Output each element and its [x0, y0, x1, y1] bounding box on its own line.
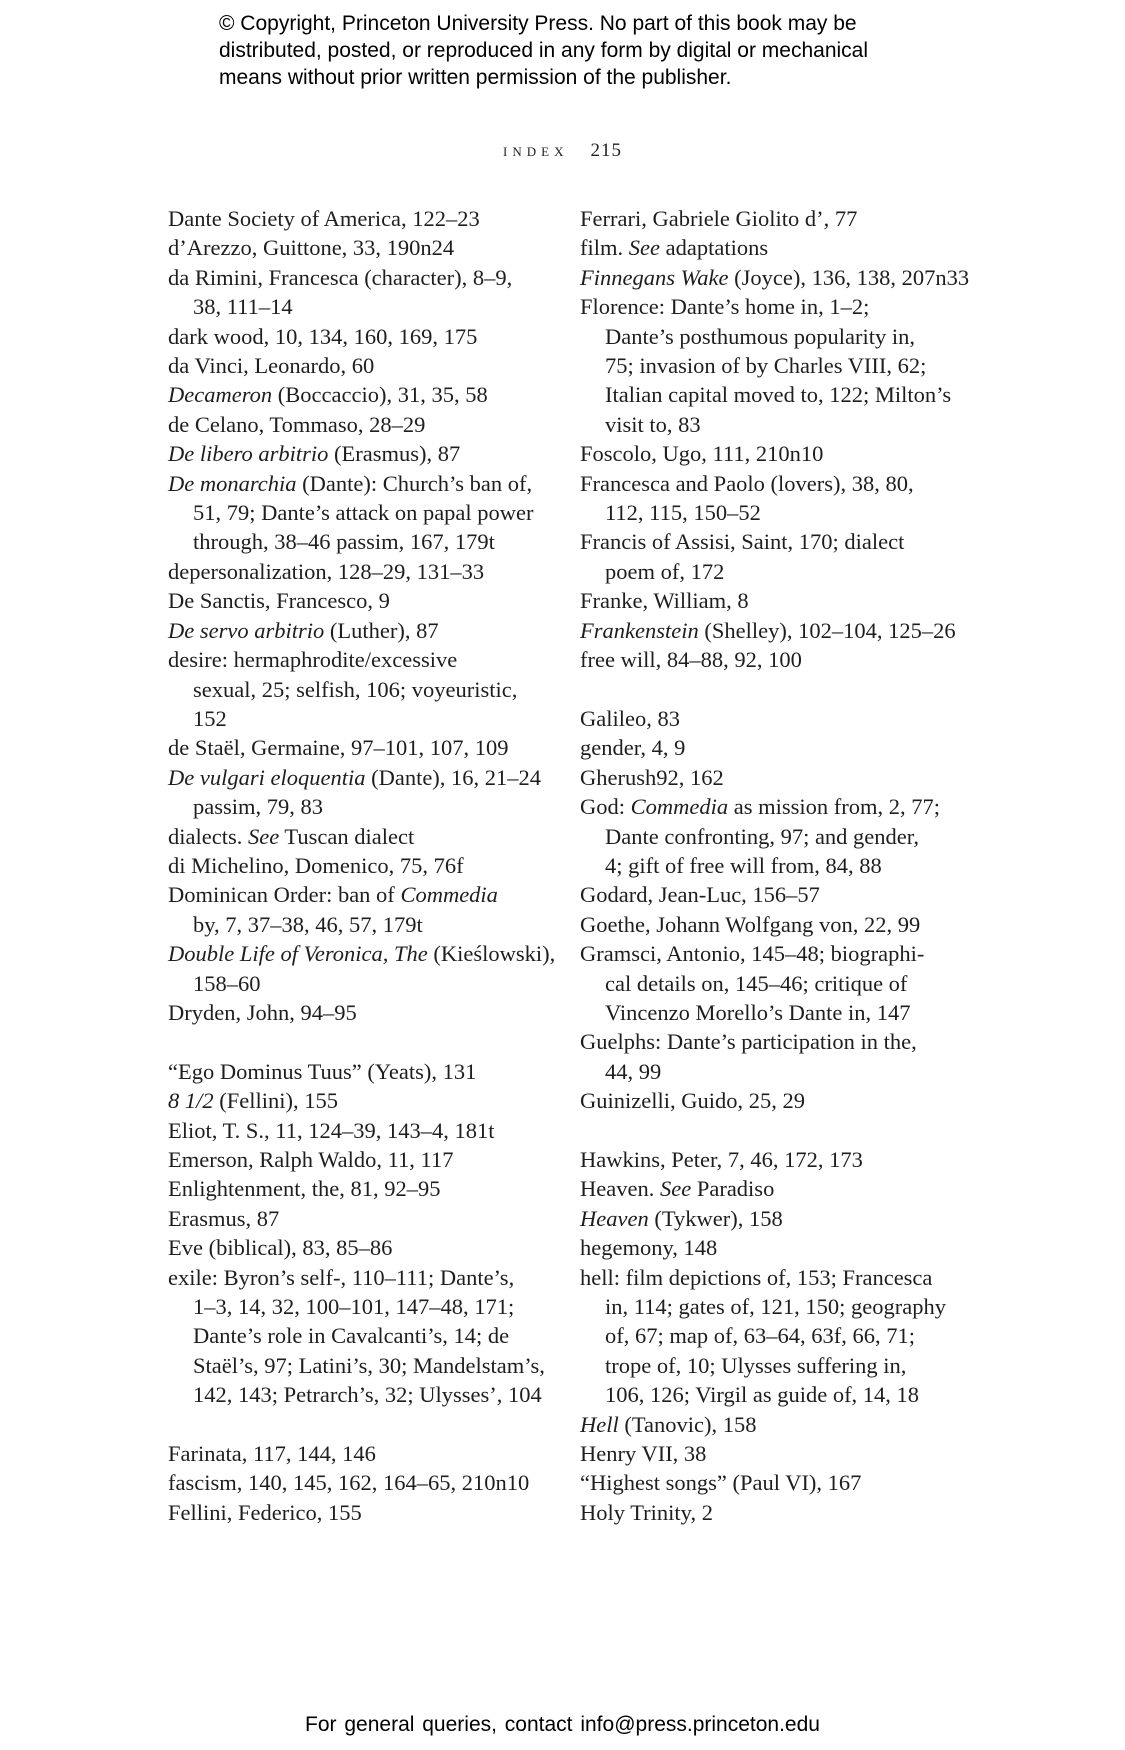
index-entry: Galileo, 83 [580, 705, 680, 731]
index-entry: De Sanctis, Francesco, 9 [168, 588, 390, 614]
index-entry: Heaven (Tykwer), 158 [580, 1205, 783, 1231]
index-entry: De servo arbitrio (Luther), 87 [168, 617, 439, 643]
copyright-notice [219, 10, 979, 91]
index-entry: Florence: Dante’s home in, 1–2; Dante’s posthumous popularity in, 75; invasion of by Charles VIII, 62; Italian capital moved to, 122; Milton’s visit to, 83 [580, 294, 952, 437]
index-entry: hegemony, 148 [580, 1235, 718, 1261]
index-entry: de Celano, Tommaso, 28–29 [168, 411, 426, 437]
running-header [0, 140, 1125, 162]
index-entry: Fellini, Federico, 155 [168, 1499, 362, 1525]
page-number: 215 [590, 140, 622, 161]
index-entry: Finnegans Wake (Joyce), 136, 138, 207n33 [580, 264, 970, 290]
header-title: index [503, 140, 569, 161]
index-entry: “Highest songs” (Paul VI), 167 [580, 1470, 862, 1496]
index-entry: Eliot, T. S., 11, 124–39, 143–4, 181t [168, 1117, 495, 1143]
letter-group-gap [580, 1116, 960, 1145]
index-entry: Farinata, 117, 144, 146 [168, 1441, 376, 1467]
index-entry: film. See adaptations [580, 235, 769, 261]
index-column-right [580, 204, 970, 1527]
index-entry: free will, 84–88, 92, 100 [580, 647, 802, 673]
index-entry: hell: film depictions of, 153; Francesca in, 114; gates of, 121, 150; geography of, 67; map of, 63–64, 63f, 66, 71; trope of, 10; Ulysses suffering in, 106, 126; Virgil as guide of, 14, 18 [580, 1264, 946, 1408]
index-entry: God: Commedia as mission from, 2, 77; Dante confronting, 97; and gender, 4; gift of free will from, 84, 88 [580, 794, 940, 878]
index-entry: desire: hermaphrodite/excessive sexual, 25; selfish, 106; voyeuristic, 152 [168, 647, 518, 731]
index-entry: da Rimini, Francesca (character), 8–9, 38, 111–14 [168, 264, 513, 320]
index-entry: Holy Trinity, 2 [580, 1499, 713, 1525]
index-entry: dark wood, 10, 134, 160, 169, 175 [168, 323, 478, 349]
index-entry: Francesca and Paolo (lovers), 38, 80, 112, 115, 150–52 [580, 470, 914, 526]
index-entry: d’Arezzo, Guittone, 33, 190n24 [168, 235, 455, 261]
index-entry: Eve (biblical), 83, 85–86 [168, 1235, 393, 1261]
letter-group-gap [580, 675, 960, 704]
index-entry: Double Life of Veronica, The (Kieślowski), 158–60 [168, 941, 556, 996]
index-entry: Dante Society of America, 122–23 [168, 206, 480, 231]
index-entry: di Michelino, Domenico, 75, 76f [168, 852, 464, 878]
index-entry: Dryden, John, 94–95 [168, 999, 357, 1025]
index-entry: De monarchia (Dante): Church’s ban of, 51, 79; Dante’s attack on papal power through, 38–46 passim, 167, 179t [168, 470, 534, 555]
index-entry: Guinizelli, Guido, 25, 29 [580, 1088, 805, 1114]
copyright-line: © Copyright, Princeton University Press. No part of this book may be [219, 12, 857, 35]
index-entry: Henry VII, 38 [580, 1441, 707, 1467]
index-entry: Decameron (Boccaccio), 31, 35, 58 [168, 382, 488, 408]
index-entry: gender, 4, 9 [580, 735, 686, 761]
index-column-left [168, 204, 556, 1527]
index-entry: Godard, Jean-Luc, 156–57 [580, 882, 820, 908]
copyright-line: distributed, posted, or reproduced in any form by digital or mechanical [219, 39, 869, 62]
index-entry: De vulgari eloquentia (Dante), 16, 21–24 passim, 79, 83 [168, 764, 542, 820]
footer-contact: For general queries, contact info@press.princeton.edu [305, 1713, 820, 1736]
index-entry: Gherush92, 162 [580, 764, 724, 790]
index-entry: Franke, William, 8 [580, 588, 749, 614]
index-entry: Francis of Assisi, Saint, 170; dialect poem of, 172 [580, 529, 905, 584]
letter-group-gap [168, 1027, 553, 1056]
index-entry: depersonalization, 128–29, 131–33 [168, 558, 485, 584]
letter-group-gap [168, 1410, 553, 1439]
index-entry: Frankenstein (Shelley), 102–104, 125–26 [580, 617, 956, 643]
index-entry: De libero arbitrio (Erasmus), 87 [168, 441, 461, 467]
index-entry: Goethe, Johann Wolfgang von, 22, 99 [580, 911, 921, 937]
index-entry: Erasmus, 87 [168, 1205, 280, 1231]
index-entry: fascism, 140, 145, 162, 164–65, 210n10 [168, 1470, 530, 1496]
index-entry: Gramsci, Antonio, 145–48; biographi- cal details on, 145–46; critique of Vincenzo Morello’s Dante in, 147 [580, 941, 925, 1025]
index-entry: Emerson, Ralph Waldo, 11, 117 [168, 1146, 454, 1172]
index-entry: Enlightenment, the, 81, 92–95 [168, 1176, 441, 1202]
index-entry: Guelphs: Dante’s participation in the, 44, 99 [580, 1029, 917, 1084]
copyright-line: means without prior written permission of the publisher. [219, 66, 732, 89]
index-entry: “Ego Dominus Tuus” (Yeats), 131 [168, 1058, 477, 1084]
index-entry: Dominican Order: ban of Commedia by, 7, 37–38, 46, 57, 179t [168, 882, 498, 937]
index-entry: Hell (Tanovic), 158 [580, 1411, 757, 1437]
index-entry: Heaven. See Paradiso [580, 1176, 775, 1202]
index-entry: Foscolo, Ugo, 111, 210n10 [580, 441, 824, 467]
index-entry: dialects. See Tuscan dialect [168, 823, 415, 849]
index-entry: Ferrari, Gabriele Giolito d’, 77 [580, 206, 858, 231]
index-entry: exile: Byron’s self-, 110–111; Dante’s, 1–3, 14, 32, 100–101, 147–48, 171; Dante’s role in Cavalcanti’s, 14; de Staël’s, 97; Latini’s, 30; Mandelstam’s, 142, 143; Petrarch’s, 32; Ulysses’, 104 [168, 1264, 545, 1408]
index-entry: de Staël, Germaine, 97–101, 107, 109 [168, 735, 509, 761]
index-entry: 8 1/2 (Fellini), 155 [168, 1088, 339, 1114]
index-entry: Hawkins, Peter, 7, 46, 172, 173 [580, 1146, 863, 1172]
index-entry: da Vinci, Leonardo, 60 [168, 353, 375, 379]
